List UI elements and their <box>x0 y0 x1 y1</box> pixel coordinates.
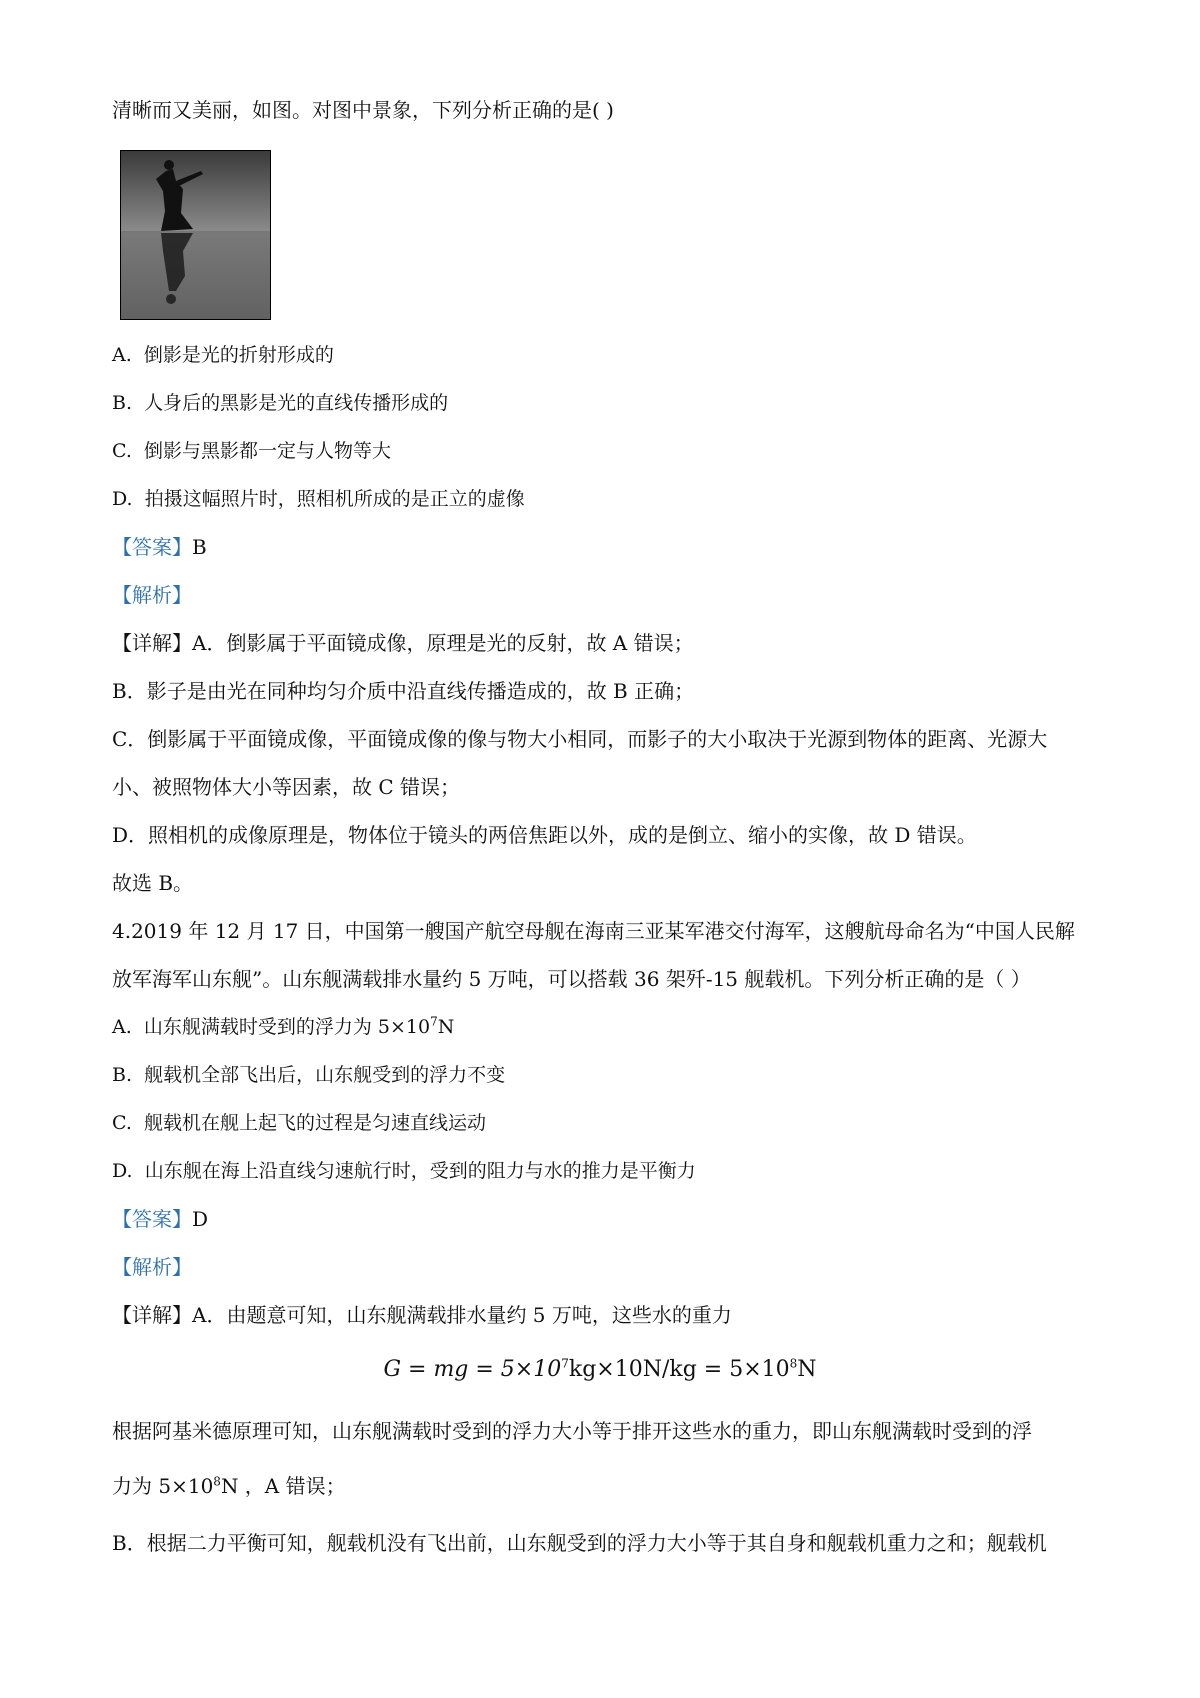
q3-analysis-tag: 【解析】 <box>112 583 192 607</box>
q4-stem-line2: 放军海军山东舰”。山东舰满载排水量约 5 万吨，可以搭载 36 架歼-15 舰载机。下列分析正确的是（ ） <box>112 967 1031 991</box>
q4-option-b: B. 舰载机全部飞出后，山东舰受到的浮力不变 <box>112 1064 506 1086</box>
q3-detail-line: 故选 B。 <box>112 871 194 895</box>
answer-tag: 【答案】 <box>112 535 192 559</box>
q4-detail-line3: 力为 $5\times 10^8N$ ，A 错误； <box>112 1474 346 1498</box>
q3-detail-line: D．照相机的成像原理是，物体位于镜头的两倍焦距以外，成的是倒立、缩小的实像，故 D 错误。 <box>112 823 977 847</box>
q4-option-a: A. 山东舰满载时受到的浮力为 $5\times 10^7N$ <box>112 1014 455 1038</box>
q4-detail-line2: 根据阿基米德原理可知，山东舰满载时受到的浮力大小等于排开这些水的重力，即山东舰满载时受到的浮 <box>112 1419 1032 1443</box>
q3-option-a: A. 倒影是光的折射形成的 <box>112 344 334 366</box>
q4-detail-line4: B．根据二力平衡可知，舰载机没有飞出前，山东舰受到的浮力大小等于其自身和舰载机重力之和；舰载机 <box>112 1531 1047 1555</box>
q3-detail-line: 【详解】A．倒影属于平面镜成像，原理是光的反射，故 A 错误； <box>112 631 694 655</box>
q3-option-b: B. 人身后的黑影是光的直线传播形成的 <box>112 392 449 414</box>
q3-option-d: D. 拍摄这幅照片时，照相机所成的是正立的虚像 <box>112 488 525 510</box>
q4-answer: 【答案】D <box>112 1207 209 1231</box>
q3-option-c: C. 倒影与黑影都一定与人物等大 <box>112 440 392 462</box>
q4-detail-line1: 【详解】A．由题意可知，山东舰满载排水量约 5 万吨，这些水的重力 <box>112 1303 732 1327</box>
q4-option-c: C. 舰载机在舰上起飞的过程是匀速直线运动 <box>112 1112 487 1134</box>
q3-detail-line: C．倒影属于平面镜成像，平面镜成像的像与物大小相同，而影子的大小取决于光源到物体的距离、光源大 <box>112 727 1048 751</box>
q4-option-d: D. 山东舰在海上沿直线匀速航行时，受到的阻力与水的推力是平衡力 <box>112 1160 696 1182</box>
q3-detail-line: 小、被照物体大小等因素，故 C 错误； <box>112 775 461 799</box>
photo-drawing <box>121 151 270 319</box>
q3-detail-line: B．影子是由光在同种均匀介质中沿直线传播造成的，故 B 正确； <box>112 679 695 703</box>
q3-answer: 【答案】B <box>112 535 207 559</box>
q4-analysis-tag: 【解析】 <box>112 1255 192 1279</box>
q3-intro: 清晰而又美丽，如图。对图中景象，下列分析正确的是( ) <box>112 98 614 122</box>
dancer-reflection-photo <box>120 150 271 320</box>
q4-stem-line1: 4.2019 年 12 月 17 日，中国第一艘国产航空母舰在海南三亚某军港交付海军，这艘航母命名为“中国人民解 <box>112 919 1075 943</box>
answer-tag: 【答案】 <box>112 1207 192 1231</box>
gravity-formula: G = mg = $5\times 10^7kg\times 10N/kg = 5\times 10^8N$ <box>383 1356 817 1382</box>
